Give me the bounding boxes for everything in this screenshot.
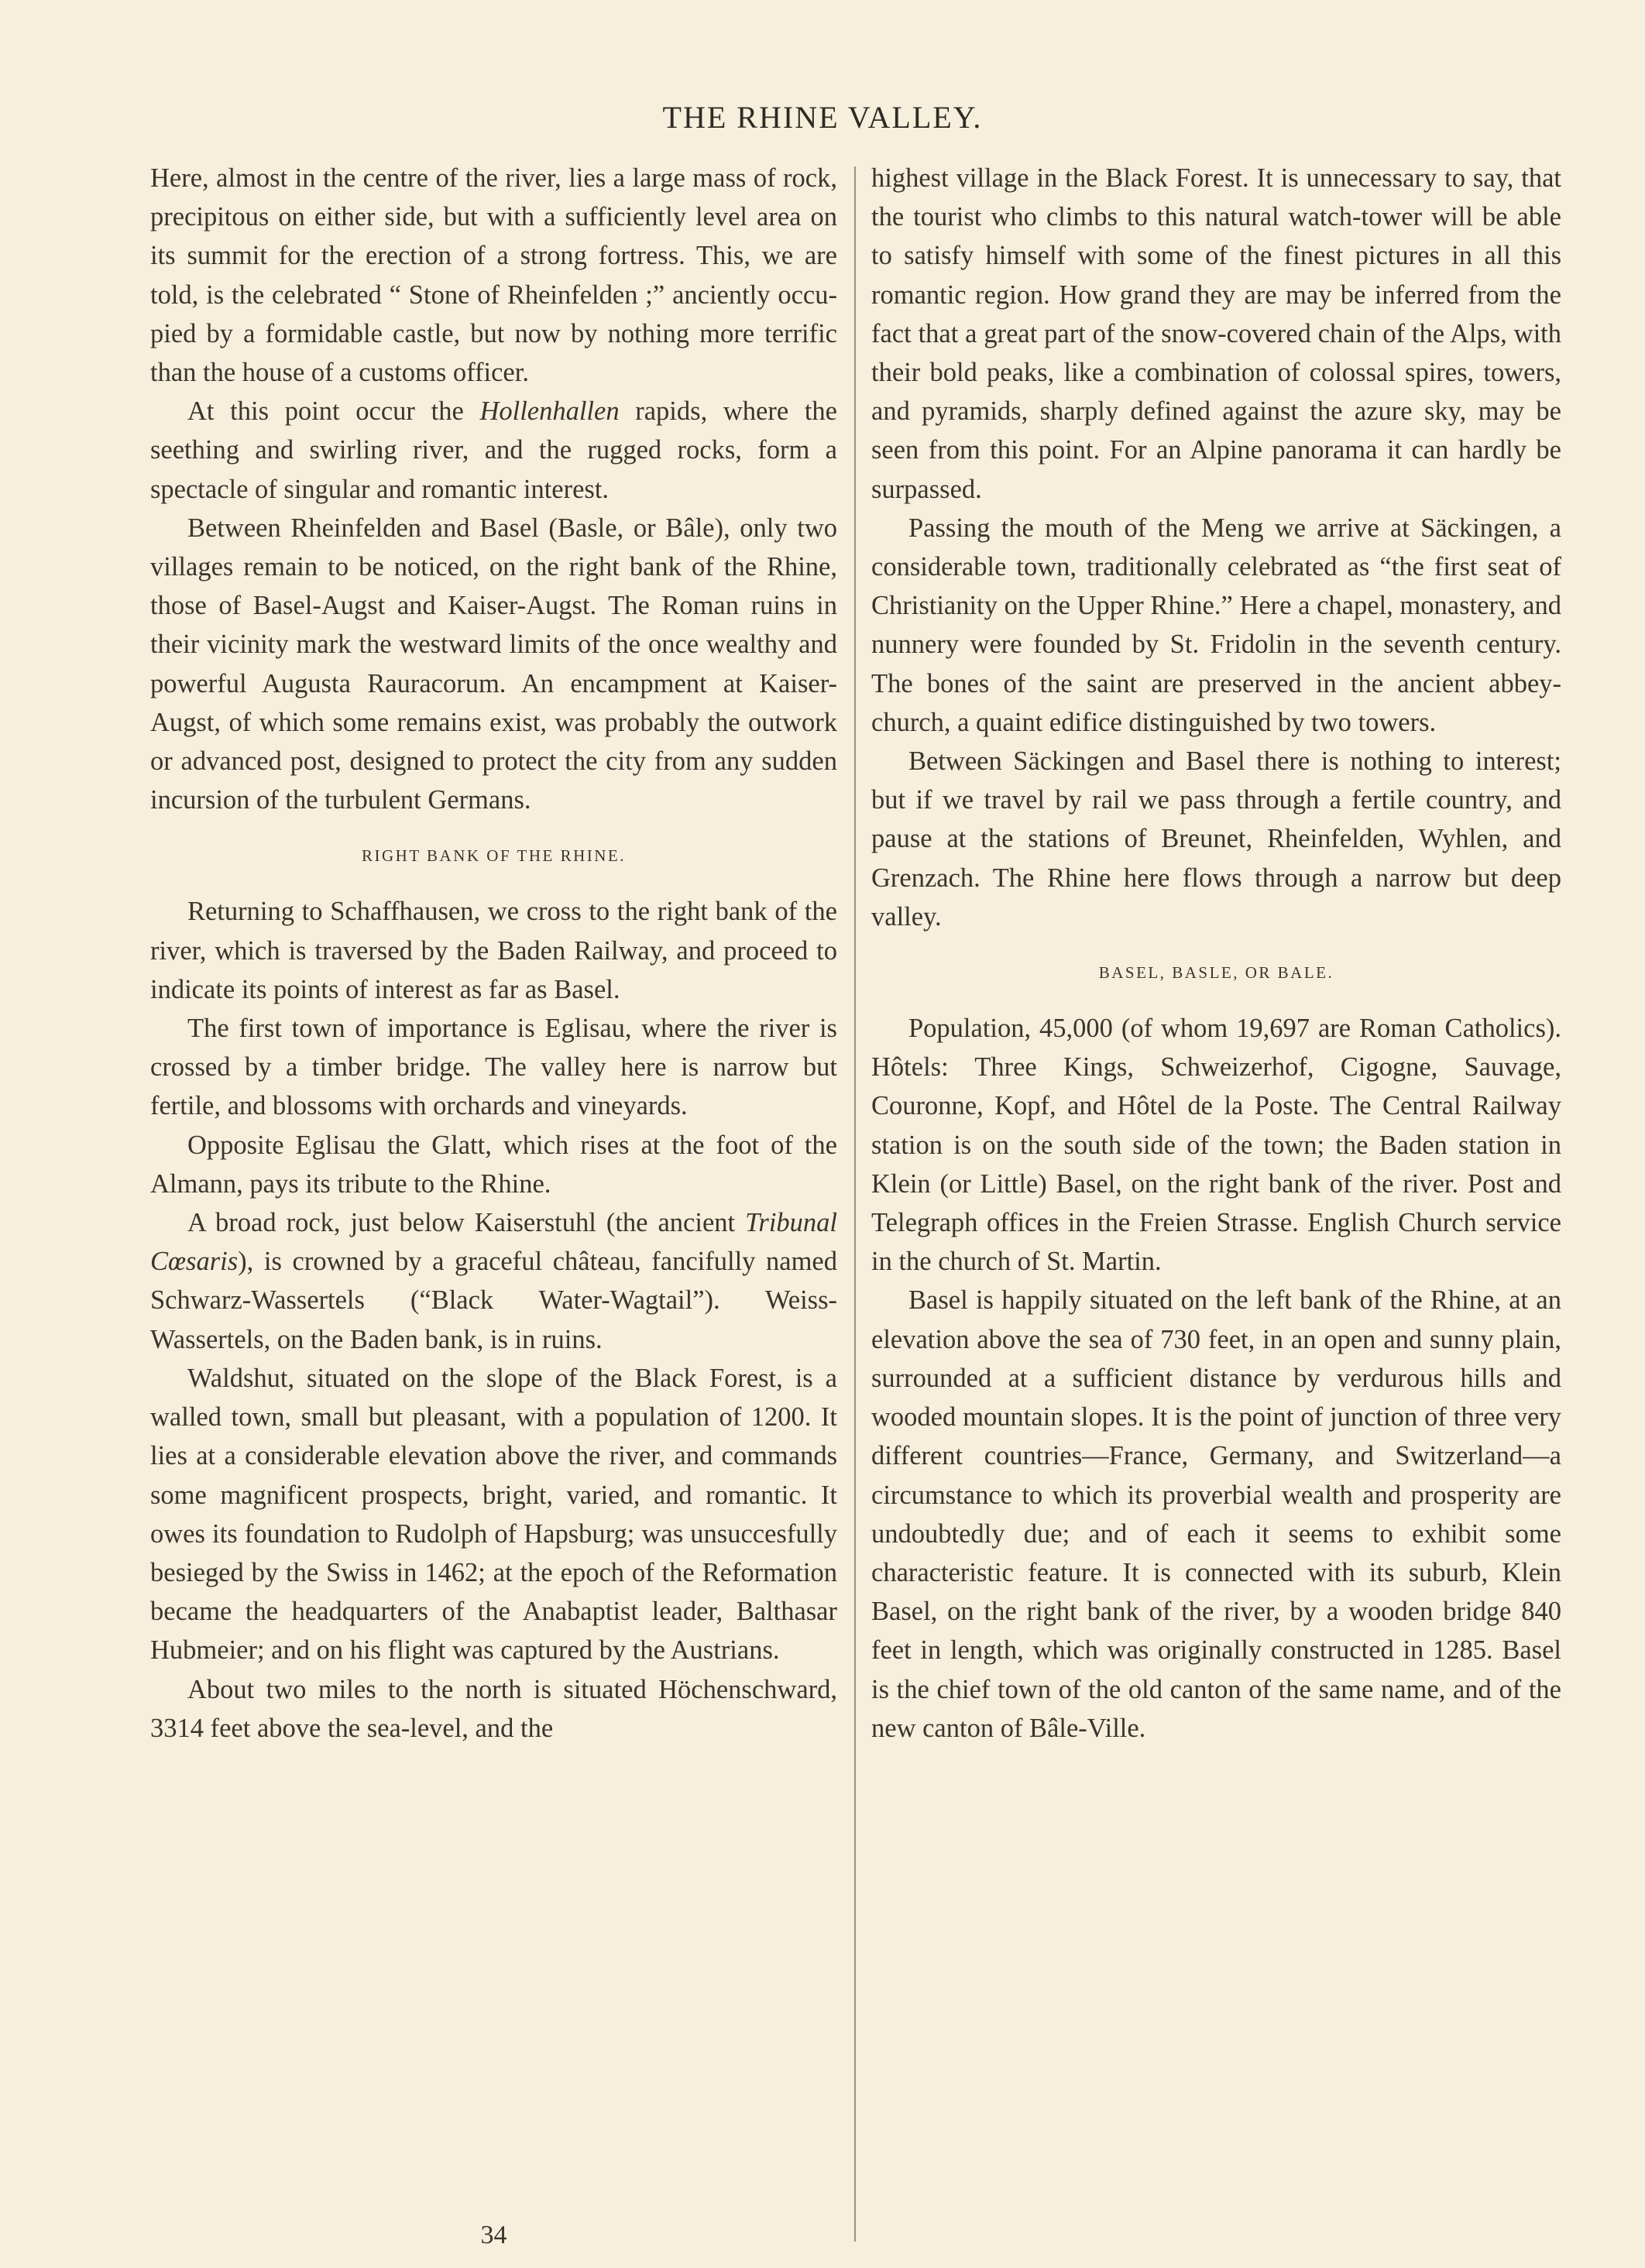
paragraph: Basel is happily situated on the left bank of the Rhine, at an elevation above the sea of 730 feet, in an open and sunny plain, surrounded at a sufficient distance by verdurous hills and wooded mountain slopes. It is the point of junction of three very different countries—France, Germany, and Switzerland—a circumstance to which its proverbial wealth and prosperity are undoubtedly due; and of each it seems to exhibit some characteristic feature. It is connected with its suburb, Klein Basel, on the right bank of the river, by a wooden bridge 840 feet in length, which was originally constructed in 1285. Basel is the chief town of the old canton of the same name, and of the new canton of Bâle-Ville. — [871, 1285, 1561, 1743]
paragraph: Here, almost in the centre of the river, lies a large mass of rock, precipitous on either side, but with a sufficiently level area on its summit for the erection of a strong fortress. This, we are told, is the celebrated “ Stone of Rheinfelden ;” anciently occupied by a formidable castle, but now by nothing more terrific than the house of a customs officer. — [150, 163, 837, 388]
section-heading: BASEL, BASLE, OR BALE. — [1098, 963, 1334, 983]
section-heading: RIGHT BANK OF THE RHINE. — [362, 846, 626, 866]
right-column — [871, 159, 1561, 1748]
text-run: At this point occur the — [187, 396, 480, 427]
paragraph: Returning to Schaffhausen, we cross to the right bank of the river, which is traversed by the Baden Railway, and proceed to indicate its points of interest as far as Basel. — [150, 897, 837, 1004]
italic-term: Hollenhallen — [479, 396, 620, 427]
paragraph: Passing the mouth of the Meng we arrive at Säckingen, a considerable town, traditionally celebrated as “the first seat of Christianity on the Upper Rhine.” Here a chapel, monastery, and nunnery were founded by St. Fridolin in the seventh century. The bones of the saint are preserved in the ancient abbey-church, a quaint edifice distinguished by two towers. — [871, 513, 1561, 737]
italic-term: Tribunal Cœsaris — [150, 1208, 837, 1277]
text-run: ), is crowned by a graceful château, fancifully named Schwarz-Wassertels (“Black Water-Wagtail”). Weiss-Wassertels, on the Baden bank, is in ruins. — [150, 1247, 837, 1354]
paragraph: Population, 45,000 (of whom 19,697 are Roman Catholics). Hôtels: Three Kings, Schweizerhof, Cigogne, Sauvage, Couronne, Kopf, and Hôtel de la Poste. The Central Railway station is on the south side of the town; the Baden station in Klein (or Little) Basel, on the right bank of the river. Post and Telegraph offices in the Freien Strasse. English Church service in the church of St. Martin. — [871, 1014, 1561, 1277]
text-run: rapids, where the seething and swirling river, and the rugged rocks, form a spectacle of singular and romantic interest. — [150, 396, 837, 504]
paragraph: Between Rheinfelden and Basel (Basle, or Bâle), only two villages remain to be noticed, on the right bank of the Rhine, those of Basel-Augst and Kaiser-Augst. The Roman ruins in their vicinity mark the westward limits of the once wealthy and powerful Augusta Rauracorum. An encampment at Kaiser-Augst, of which some remains exist, was probably the outwork or advanced post, designed to protect the city from any sudden incursion of the turbulent Germans. — [150, 513, 837, 815]
paragraph: Opposite Eglisau the Glatt, which rises at the foot of the Almann, pays its tribute to the Rhine. — [150, 1130, 837, 1199]
paragraph: Waldshut, situated on the slope of the Black Forest, is a walled town, small but pleasant, with a population of 1200. It lies at a considerable elevation above the river, and commands some magnificent prospects, bright, varied, and romantic. It owes its foundation to Rudolph of Hapsburg; was unsuccesfully besieged by the Swiss in 1462; at the epoch of the Reformation became the headquarters of the Anabaptist leader, Balthasar Hubmeier; and on his flight was captured by the Austrians. — [150, 1363, 837, 1666]
paragraph — [150, 392, 837, 509]
column-divider — [854, 166, 856, 2242]
paragraph: The first town of importance is Eglisau, where the river is crossed by a timber bridge. The valley here is narrow but fertile, and blossoms with orchards and vineyards. — [150, 1014, 837, 1121]
text-run: A broad rock, just below Kaiserstuhl (the ancient — [187, 1208, 746, 1238]
paragraph: highest village in the Black Forest. It is unnecessary to say, that the tourist who climbs to this natural watch-tower will be able to satisfy himself with some of the finest pictures in all this romantic region. How grand they are may be inferred from the fact that a great part of the snow-covered chain of the Alps, with their bold peaks, like a combination of colossal spires, towers, and pyramids, sharply defined against the azure sky, may be seen from this point. For an Alpine panorama it can hardly be surpassed. — [871, 163, 1561, 504]
page-number: 34 — [480, 2221, 507, 2249]
paragraph: Between Säckingen and Basel there is nothing to interest; but if we travel by rail we pass through a fertile country, and pause at the stations of Breunet, Rheinfelden, Wyhlen, and Grenzach. The Rhine here flows through a narrow but deep valley. — [871, 746, 1561, 932]
running-head: THE RHINE VALLEY. — [662, 100, 983, 135]
paragraph: About two miles to the north is situated Höchenschward, 3314 feet above the sea-level, and the — [150, 1674, 837, 1743]
left-column — [150, 159, 837, 1748]
paragraph — [150, 1203, 837, 1359]
